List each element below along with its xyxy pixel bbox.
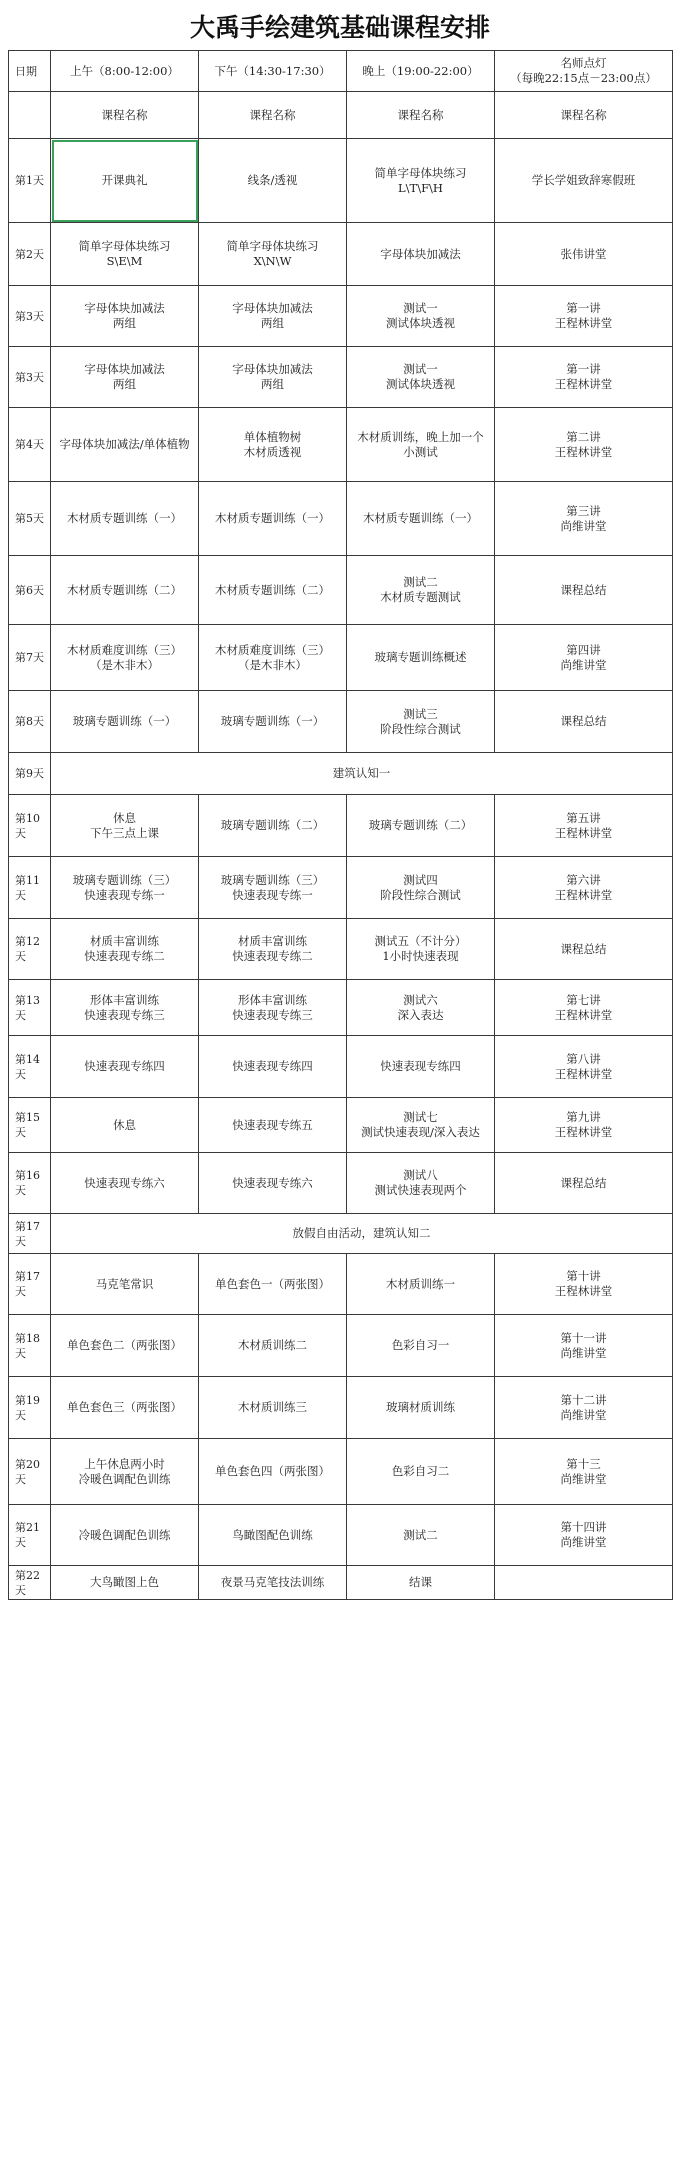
morning-course: 冷暖色调配色训练	[51, 1505, 199, 1566]
afternoon-course: 木材质专题训练（二）	[199, 556, 347, 625]
day-label: 第17天	[9, 1254, 51, 1315]
schedule-row	[9, 691, 673, 753]
header-lamp: 名师点灯 （每晚22:15点－23:00点）	[495, 51, 673, 92]
afternoon-course: 玻璃专题训练（二）	[199, 795, 347, 857]
schedule-row	[9, 408, 673, 482]
lamp-course: 第十四讲 尚维讲堂	[495, 1505, 673, 1566]
morning-course: 玻璃专题训练（三） 快速表现专练一	[51, 857, 199, 919]
lamp-course: 第九讲 王程林讲堂	[495, 1098, 673, 1153]
afternoon-course: 字母体块加减法 两组	[199, 347, 347, 408]
schedule-row	[9, 223, 673, 286]
day-label: 第16天	[9, 1153, 51, 1214]
evening-course: 木材质专题训练（一）	[347, 482, 495, 556]
morning-course: 简单字母体块练习 S\E\M	[51, 223, 199, 286]
day-label: 第2天	[9, 223, 51, 286]
morning-course: 形体丰富训练 快速表现专练三	[51, 980, 199, 1036]
evening-course: 测试五（不计分） 1小时快速表现	[347, 919, 495, 980]
schedule-row	[9, 1505, 673, 1566]
morning-course: 大鸟瞰图上色	[51, 1566, 199, 1600]
course-schedule-table	[8, 50, 673, 1600]
schedule-row	[9, 1153, 673, 1214]
day-label: 第13天	[9, 980, 51, 1036]
evening-course: 色彩自习一	[347, 1315, 495, 1377]
evening-course: 测试一 测试体块透视	[347, 286, 495, 347]
lamp-course: 第一讲 王程林讲堂	[495, 347, 673, 408]
header-evening: 晚上（19:00-22:00）	[347, 51, 495, 92]
evening-course: 色彩自习二	[347, 1439, 495, 1505]
afternoon-course: 快速表现专练六	[199, 1153, 347, 1214]
evening-course: 测试四 阶段性综合测试	[347, 857, 495, 919]
day-label: 第11天	[9, 857, 51, 919]
evening-course: 玻璃专题训练概述	[347, 625, 495, 691]
schedule-row	[9, 347, 673, 408]
day-label: 第21天	[9, 1505, 51, 1566]
morning-course: 快速表现专练六	[51, 1153, 199, 1214]
lamp-course: 第二讲 王程林讲堂	[495, 408, 673, 482]
lamp-course: 课程总结	[495, 556, 673, 625]
lamp-course: 课程总结	[495, 919, 673, 980]
lamp-course: 第十二讲 尚维讲堂	[495, 1377, 673, 1439]
lamp-course: 课程总结	[495, 1153, 673, 1214]
day-label: 第20天	[9, 1439, 51, 1505]
afternoon-course: 快速表现专练五	[199, 1098, 347, 1153]
schedule-row	[9, 753, 673, 795]
morning-course: 木材质难度训练（三） （是木非木）	[51, 625, 199, 691]
day-label: 第4天	[9, 408, 51, 482]
evening-course: 测试七 测试快速表现/深入表达	[347, 1098, 495, 1153]
morning-course: 上午休息两小时 冷暖色调配色训练	[51, 1439, 199, 1505]
header-row	[9, 51, 673, 92]
day-label: 第15天	[9, 1098, 51, 1153]
morning-course: 字母体块加减法 两组	[51, 347, 199, 408]
evening-course: 测试三 阶段性综合测试	[347, 691, 495, 753]
schedule-row	[9, 1377, 673, 1439]
afternoon-course: 木材质训练三	[199, 1377, 347, 1439]
merged-activity: 建筑认知一	[51, 753, 673, 795]
morning-course: 单色套色二（两张图）	[51, 1315, 199, 1377]
morning-course: 马克笔常识	[51, 1254, 199, 1315]
subheader-afternoon: 课程名称	[199, 92, 347, 139]
morning-course: 材质丰富训练 快速表现专练二	[51, 919, 199, 980]
morning-course: 木材质专题训练（二）	[51, 556, 199, 625]
schedule-row	[9, 139, 673, 223]
schedule-row	[9, 980, 673, 1036]
afternoon-course: 木材质训练二	[199, 1315, 347, 1377]
lamp-course: 第五讲 王程林讲堂	[495, 795, 673, 857]
lamp-course: 第八讲 王程林讲堂	[495, 1036, 673, 1098]
afternoon-course: 形体丰富训练 快速表现专练三	[199, 980, 347, 1036]
morning-course: 字母体块加减法/单体植物	[51, 408, 199, 482]
evening-course: 测试八 测试快速表现两个	[347, 1153, 495, 1214]
day-label: 第1天	[9, 139, 51, 223]
schedule-row	[9, 1566, 673, 1600]
day-label: 第3天	[9, 286, 51, 347]
day-label: 第12天	[9, 919, 51, 980]
day-label: 第6天	[9, 556, 51, 625]
subheader-evening: 课程名称	[347, 92, 495, 139]
evening-course: 测试二	[347, 1505, 495, 1566]
evening-course: 玻璃专题训练（二）	[347, 795, 495, 857]
lamp-course: 第六讲 王程林讲堂	[495, 857, 673, 919]
evening-course: 木材质训练一	[347, 1254, 495, 1315]
afternoon-course: 玻璃专题训练（三） 快速表现专练一	[199, 857, 347, 919]
morning-course: 字母体块加减法 两组	[51, 286, 199, 347]
lamp-course: 张伟讲堂	[495, 223, 673, 286]
afternoon-course: 单体植物树 木材质透视	[199, 408, 347, 482]
afternoon-course: 玻璃专题训练（一）	[199, 691, 347, 753]
lamp-course: 第四讲 尚维讲堂	[495, 625, 673, 691]
afternoon-course: 木材质专题训练（一）	[199, 482, 347, 556]
afternoon-course: 鸟瞰图配色训练	[199, 1505, 347, 1566]
evening-course: 测试一 测试体块透视	[347, 347, 495, 408]
day-label: 第7天	[9, 625, 51, 691]
morning-course: 休息 下午三点上课	[51, 795, 199, 857]
lamp-course: 第七讲 王程林讲堂	[495, 980, 673, 1036]
day-label: 第17天	[9, 1214, 51, 1254]
schedule-row	[9, 1036, 673, 1098]
afternoon-course: 单色套色一（两张图）	[199, 1254, 347, 1315]
schedule-row	[9, 857, 673, 919]
lamp-course: 第一讲 王程林讲堂	[495, 286, 673, 347]
schedule-row	[9, 919, 673, 980]
lamp-course: 第十一讲 尚维讲堂	[495, 1315, 673, 1377]
morning-course: 快速表现专练四	[51, 1036, 199, 1098]
subheader-blank	[9, 92, 51, 139]
lamp-course	[495, 1566, 673, 1600]
merged-activity: 放假自由活动，建筑认知二	[51, 1214, 673, 1254]
day-label: 第9天	[9, 753, 51, 795]
schedule-row	[9, 625, 673, 691]
day-label: 第8天	[9, 691, 51, 753]
afternoon-course: 快速表现专练四	[199, 1036, 347, 1098]
day-label: 第22天	[9, 1566, 51, 1600]
selected-cell: 开课典礼	[51, 139, 199, 223]
schedule-row	[9, 556, 673, 625]
lamp-course: 第十讲 王程林讲堂	[495, 1254, 673, 1315]
morning-course: 单色套色三（两张图）	[51, 1377, 199, 1439]
lamp-course: 第三讲 尚维讲堂	[495, 482, 673, 556]
day-label: 第3天	[9, 347, 51, 408]
schedule-row	[9, 482, 673, 556]
evening-course: 结课	[347, 1566, 495, 1600]
lamp-course: 课程总结	[495, 691, 673, 753]
day-label: 第18天	[9, 1315, 51, 1377]
day-label: 第5天	[9, 482, 51, 556]
lamp-course: 学长学姐致辞寒假班	[495, 139, 673, 223]
day-label: 第19天	[9, 1377, 51, 1439]
morning-course: 玻璃专题训练（一）	[51, 691, 199, 753]
evening-course: 测试二 木材质专题测试	[347, 556, 495, 625]
schedule-row	[9, 1439, 673, 1505]
evening-course: 木材质训练，晚上加一个 小测试	[347, 408, 495, 482]
schedule-row	[9, 795, 673, 857]
schedule-row	[9, 1254, 673, 1315]
afternoon-course: 材质丰富训练 快速表现专练二	[199, 919, 347, 980]
afternoon-course: 单色套色四（两张图）	[199, 1439, 347, 1505]
evening-course: 字母体块加减法	[347, 223, 495, 286]
subheader-lamp: 课程名称	[495, 92, 673, 139]
schedule-row	[9, 1315, 673, 1377]
afternoon-course: 字母体块加减法 两组	[199, 286, 347, 347]
header-morning: 上午（8:00-12:00）	[51, 51, 199, 92]
afternoon-course: 木材质难度训练（三） （是木非木）	[199, 625, 347, 691]
day-label: 第14天	[9, 1036, 51, 1098]
page-title: 大禹手绘建筑基础课程安排	[189, 13, 490, 42]
morning-course: 木材质专题训练（一）	[51, 482, 199, 556]
afternoon-course: 夜景马克笔技法训练	[199, 1566, 347, 1600]
schedule-row	[9, 1098, 673, 1153]
afternoon-course: 线条/透视	[199, 139, 347, 223]
schedule-row	[9, 286, 673, 347]
schedule-row	[9, 1214, 673, 1254]
lamp-course: 第十三 尚维讲堂	[495, 1439, 673, 1505]
subheader-row	[9, 92, 673, 139]
morning-course: 休息	[51, 1098, 199, 1153]
afternoon-course: 简单字母体块练习 X\N\W	[199, 223, 347, 286]
subheader-morning: 课程名称	[51, 92, 199, 139]
evening-course: 快速表现专练四	[347, 1036, 495, 1098]
evening-course: 简单字母体块练习 L\T\F\H	[347, 139, 495, 223]
header-afternoon: 下午（14:30-17:30）	[199, 51, 347, 92]
evening-course: 测试六 深入表达	[347, 980, 495, 1036]
evening-course: 玻璃材质训练	[347, 1377, 495, 1439]
day-label: 第10天	[9, 795, 51, 857]
header-day: 日期	[9, 51, 51, 92]
